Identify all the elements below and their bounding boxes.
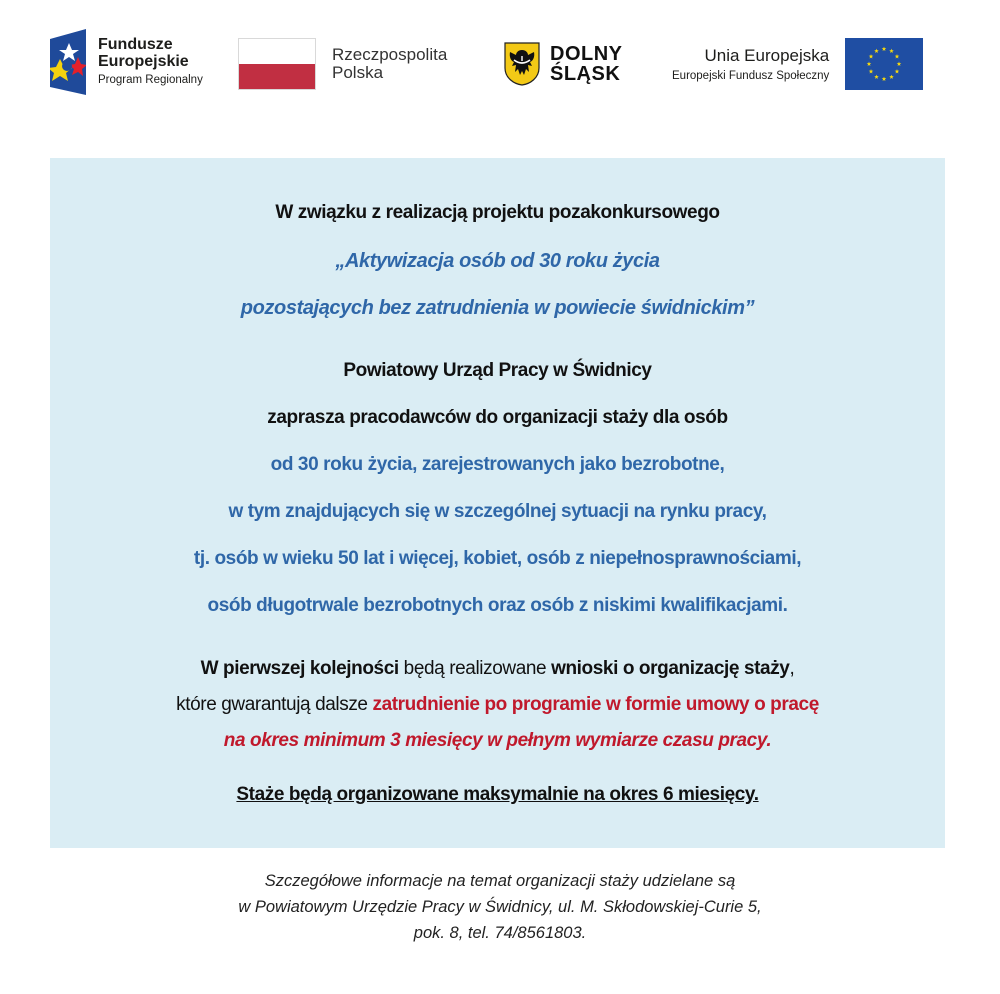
announcement-panel bbox=[50, 158, 945, 848]
target-line2: w tym znajdujących się w szczególnej sytuacji na rynku pracy, bbox=[228, 501, 767, 522]
fundusze-europejskie-logo bbox=[50, 29, 203, 95]
priority-text bbox=[50, 658, 945, 680]
fundusze-line3: Program Regionalny bbox=[98, 74, 203, 87]
target-line4: osób długotrwale bezrobotnych oraz osób z niskimi kwalifikacjami. bbox=[207, 595, 788, 616]
office-name: Powiatowy Urząd Pracy w Świdnicy bbox=[343, 360, 652, 381]
target-line3: tj. osób w wieku 50 lat i więcej, kobiet, osób z niepełnosprawnościami, bbox=[193, 548, 802, 569]
footer-line3: pok. 8, tel. 74/8561803. bbox=[413, 924, 587, 942]
polish-flag-icon bbox=[238, 38, 316, 90]
eu-flag-icon bbox=[845, 38, 923, 90]
priority-normal: będą realizowane bbox=[398, 658, 552, 679]
footer-line2: w Powiatowym Urzędzie Pracy w Świdnicy, ul. M. Skłodowskiej-Curie 5, bbox=[238, 898, 762, 916]
priority-bold-1: W pierwszej kolejności bbox=[200, 658, 399, 679]
footer-line1: Szczegółowe informacje na temat organizacji staży udzielane są bbox=[264, 872, 736, 890]
priority-comma: , bbox=[789, 658, 795, 679]
unia-europejska-logo bbox=[672, 38, 923, 90]
fundusze-line1: Fundusze bbox=[98, 36, 173, 54]
guarantee-text bbox=[50, 694, 945, 716]
contact-info bbox=[0, 868, 1000, 946]
unia-line2: Europejski Fundusz Społeczny bbox=[672, 69, 830, 82]
guarantee-normal: które gwarantują dalsze bbox=[176, 694, 373, 715]
project-title-line1: „Aktywizacja osób od 30 roku życia bbox=[335, 250, 660, 272]
polska-line2: Polska bbox=[332, 63, 384, 82]
dolny-slask-logo bbox=[504, 42, 623, 86]
target-line1: od 30 roku życia, zarejestrowanych jako bezrobotne, bbox=[270, 454, 725, 475]
invite-text: zaprasza pracodawców do organizacji staży dla osób bbox=[267, 407, 728, 428]
polska-line1: Rzeczpospolita bbox=[332, 45, 448, 65]
rzeczpospolita-polska-logo bbox=[238, 38, 447, 90]
project-title-line2: pozostających bez zatrudnienia w powiecie świdnickim” bbox=[240, 297, 755, 319]
guarantee-red: zatrudnienie po programie w formie umowy o pracę bbox=[372, 694, 819, 715]
intro-text: W związku z realizacją projektu pozakonkursowego bbox=[275, 202, 720, 223]
dolny-slask-line2: ŚLĄSK bbox=[550, 63, 621, 85]
unia-line1: Unia Europejska bbox=[704, 46, 830, 66]
fundusze-line2: Europejskie bbox=[98, 53, 189, 71]
max-period-text: Staże będą organizowane maksymalnie na okres 6 miesięcy. bbox=[236, 784, 759, 805]
lower-silesia-coat-of-arms-icon bbox=[504, 42, 540, 86]
dolny-slask-line1: DOLNY bbox=[550, 43, 623, 65]
logo-bar bbox=[0, 0, 1000, 130]
priority-bold-2: wnioski o organizację staży bbox=[551, 658, 790, 679]
fundusze-europejskie-emblem-icon bbox=[50, 29, 86, 95]
duration-text: na okres minimum 3 miesięcy w pełnym wymiarze czasu pracy. bbox=[223, 730, 772, 751]
